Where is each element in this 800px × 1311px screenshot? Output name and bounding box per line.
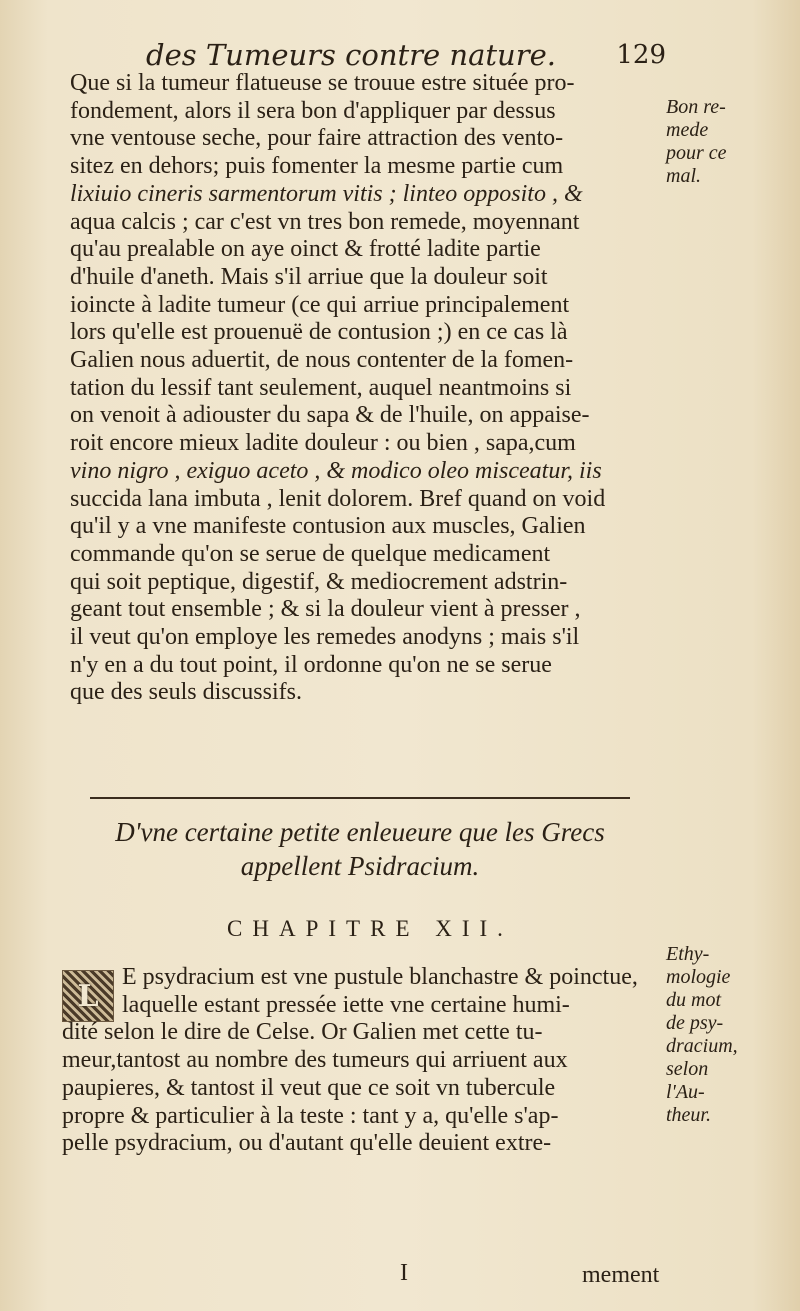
margin-note-line: de psy-	[666, 1012, 724, 1034]
text-line: sitez en dehors; puis fomenter la mesme partie cum	[70, 153, 564, 180]
text-line: dité selon le dire de Celse. Or Galien met cette tu-	[62, 1019, 543, 1046]
margin-note-line: dracium,	[666, 1035, 738, 1057]
chapter-paragraph	[62, 964, 660, 1158]
section-title-line: D'vne certaine petite enleueure que les Grecs	[115, 817, 605, 847]
text-line: ioincte à ladite tumeur (ce qui arriue principalement	[70, 291, 570, 318]
catchword: mement	[582, 1262, 660, 1288]
text-line: n'y en a du tout point, il ordonne qu'on ne se serue	[70, 651, 552, 678]
text-line: qu'il y a vne manifeste contusion aux muscles, Galien	[70, 513, 586, 540]
text-line: propre & particulier à la teste : tant y a, qu'elle s'ap-	[62, 1102, 559, 1129]
text-line: meur,tantost au nombre des tumeurs qui arriuent aux	[62, 1047, 568, 1074]
margin-note-line: mede	[666, 119, 709, 141]
text-line: paupieres, & tantost il veut que ce soit vn tubercule	[62, 1074, 556, 1101]
text-line: vne ventouse seche, pour faire attraction des vento-	[70, 125, 564, 152]
margin-note-line: mologie	[666, 966, 731, 988]
text-line: vino nigro , exiguo aceto , & modico oleo misceatur, iis	[70, 457, 602, 484]
chapter-heading: CHAPITRE XII.	[227, 916, 513, 941]
margin-note-line: mal.	[666, 165, 701, 187]
text-line: Que si la tumeur flatueuse se trouue estre située pro-	[70, 70, 575, 96]
section-title-line: appellent Psidracium.	[240, 851, 480, 881]
margin-note-line: Bon re-	[666, 96, 726, 118]
text-line: commande qu'on se serue de quelque medicament	[70, 540, 551, 567]
text-line: geant tout ensemble ; & si la douleur vient à presser ,	[70, 596, 581, 623]
text-line: Galien nous aduertit, de nous contenter de la fomen-	[70, 347, 574, 374]
section-title	[60, 815, 660, 883]
margin-note-line: Ethy-	[666, 943, 710, 965]
text-line: lors qu'elle est prouenuë de contusion ;) en ce cas là	[70, 319, 568, 346]
text-line: il veut qu'on employe les remedes anodyns ; mais s'il	[70, 624, 580, 651]
section-divider	[90, 797, 630, 799]
text-line: fondement, alors il sera bon d'appliquer par dessus	[70, 97, 556, 124]
text-line: E psydracium est vne pustule blanchastre & poinctue,	[122, 964, 638, 990]
text-line: laquelle estant pressée iette vne certaine humi-	[122, 991, 570, 1018]
text-line: aqua calcis ; car c'est vn tres bon remede, moyennant	[70, 208, 580, 235]
page-number: 129	[616, 40, 666, 70]
text-line: pelle psydracium, ou d'autant qu'elle deuient extre-	[62, 1130, 552, 1157]
margin-note-remedy	[666, 96, 788, 188]
margin-note-line: pour ce	[666, 142, 727, 164]
text-line: succida lana imbuta , lenit dolorem. Bref quand on void	[70, 485, 606, 512]
decorated-initial-letter: L	[77, 978, 99, 1014]
running-head-title: des Tumeurs contre nature.	[146, 38, 556, 72]
signature-mark: I	[400, 1260, 408, 1286]
text-line: qui soit peptique, digestif, & mediocrement adstrin-	[70, 568, 568, 595]
text-line: tation du lessif tant seulement, auquel neantmoins si	[70, 374, 572, 401]
margin-note-line: theur.	[666, 1104, 711, 1126]
body-paragraph	[70, 70, 660, 707]
margin-note-line: du mot	[666, 989, 721, 1011]
text-line: lixiuio cineris sarmentorum vitis ; linteo opposito , &	[70, 180, 583, 207]
margin-note-line: selon	[666, 1058, 709, 1080]
text-line: on venoit à adiouster du sapa & de l'huile, on appaise-	[70, 402, 590, 429]
text-line: qu'au prealable on aye oinct & frotté ladite partie	[70, 236, 541, 263]
text-line: que des seuls discussifs.	[70, 679, 302, 706]
margin-note-line: l'Au-	[666, 1081, 705, 1103]
text-line: roit encore mieux ladite douleur : ou bien , sapa,cum	[70, 430, 576, 457]
margin-note-etymology	[666, 943, 788, 1127]
text-line: d'huile d'aneth. Mais s'il arriue que la douleur soit	[70, 263, 548, 290]
